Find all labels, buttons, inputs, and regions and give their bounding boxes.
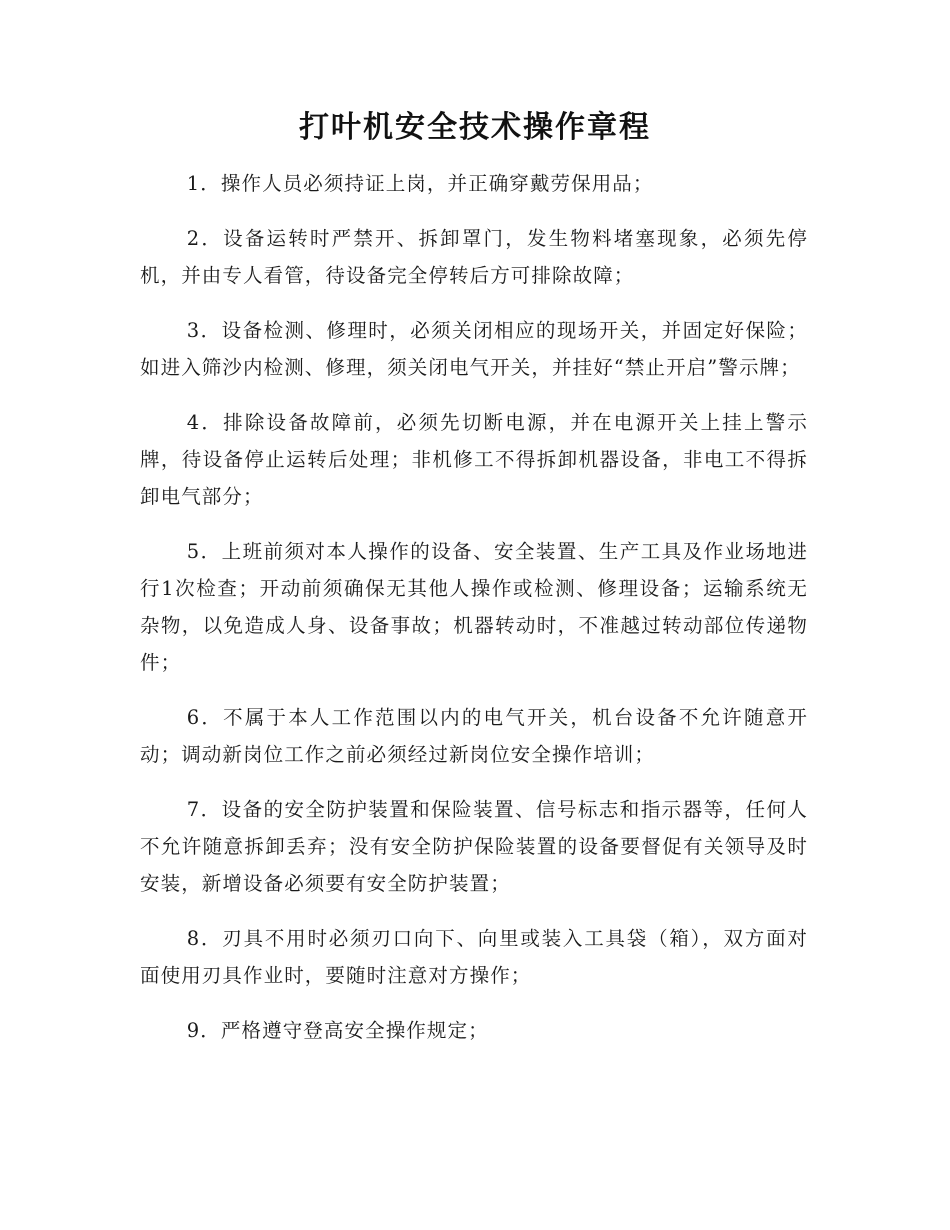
paragraph-8: 8．刃具不用时必须刃口向下、向里或装入工具袋（箱），双方面对面使用刃具作业时，要随时注意对方操作； — [140, 927, 808, 987]
paragraph-3: 3．设备检测、修理时，必须关闭相应的现场开关，并固定好保险；如进入筛沙内检测、修理，须关闭电气开关，并挂好“禁止开启”警示牌； — [140, 319, 808, 379]
paragraph-9: 9．严格遵守登高安全操作规定； — [186, 1019, 489, 1042]
paragraph-5: 5．上班前须对本人操作的设备、安全装置、生产工具及作业场地进行1次检查；开动前须确保无其他人操作或检测、修理设备；运输系统无杂物，以免造成人身、设备事故；机器转动时，不准越过转动部位传递物件； — [140, 540, 808, 674]
paragraph-7: 7．设备的安全防护装置和保险装置、信号标志和指示器等，任何人不允许随意拆卸丢弃；没有安全防护保险装置的设备要督促有关领导及时安装，新增设备必须要有安全防护装置； — [140, 798, 808, 895]
document-body — [140, 165, 808, 1067]
paragraph-6: 6．不属于本人工作范围以内的电气开关，机台设备不允许随意开动；调动新岗位工作之前必须经过新岗位安全操作培训； — [140, 706, 808, 766]
document-title: 打叶机安全技术操作章程 — [299, 110, 651, 145]
paragraph-4: 4．排除设备故障前，必须先切断电源，并在电源开关上挂上警示牌，待设备停止运转后处理；非机修工不得拆卸机器设备，非电工不得拆卸电气部分； — [140, 411, 808, 508]
paragraph-2: 2．设备运转时严禁开、拆卸罩门，发生物料堵塞现象，必须先停机，并由专人看管，待设备完全停转后方可排除故障； — [140, 227, 808, 287]
paragraph-1: 1．操作人员必须持证上岗，并正确穿戴劳保用品； — [186, 172, 654, 195]
